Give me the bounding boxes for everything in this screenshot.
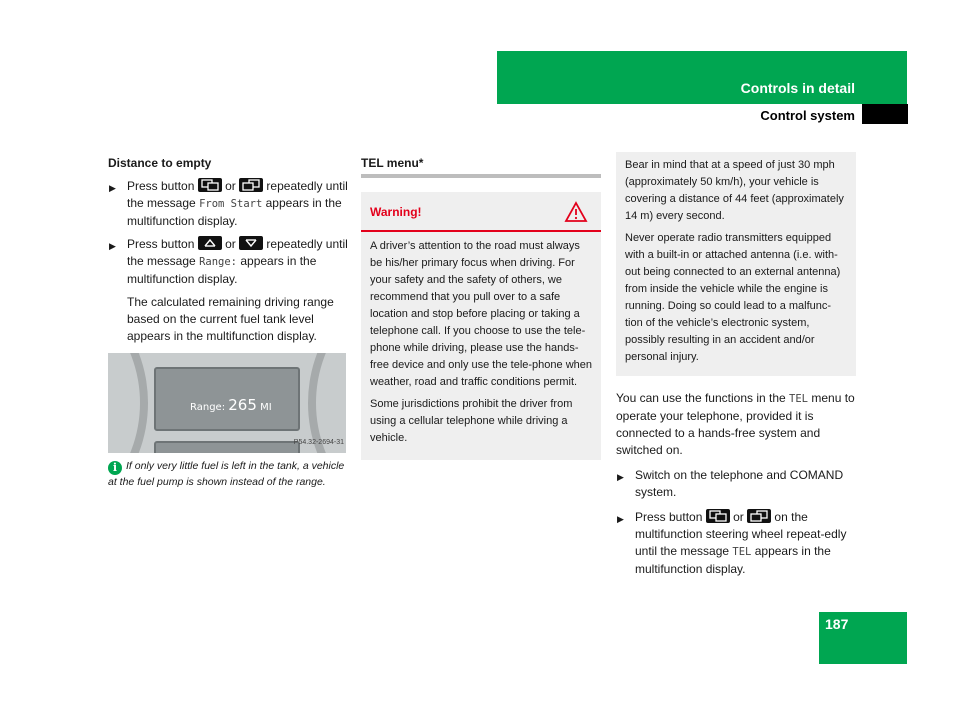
column-distance-to-empty xyxy=(108,155,348,490)
step-text: repeatedly until the message xyxy=(127,237,348,268)
step-text: Press button xyxy=(127,237,195,251)
heading-tel-menu: TEL menu* xyxy=(361,156,424,170)
column-tel-menu xyxy=(361,155,601,460)
step-text: repeatedly until the message xyxy=(127,179,348,210)
step-text: appears in the multifunction display. xyxy=(127,196,342,228)
warning-title: Warning! xyxy=(370,205,422,219)
bullet-triangle-icon: ▶ xyxy=(617,514,624,524)
range-value: 265 xyxy=(228,396,257,414)
step-text: appears in the multifunction display. xyxy=(635,544,831,576)
range-label: Range: xyxy=(190,402,226,413)
range-explanation: The calculated remaining driving range based on the current fuel tank level appears in the multifunction display. xyxy=(127,295,334,343)
step-press-tel xyxy=(616,509,856,578)
tel-intro xyxy=(616,390,856,459)
warning-paragraph: A driver’s attention to the road must always be his/her primary focus when driving. For your safety and the safety of others, we recommend that you pull over to a safe location and stop before placing or taking a telephone call. If you choose to use the tele-phone while driving, please use the hands-free device and only use the tele-phone when weather, road and traffic conditions permit. xyxy=(370,240,592,388)
column-tel-functions xyxy=(616,155,856,586)
bullet-triangle-icon: ▶ xyxy=(617,472,624,482)
page-forward-button-icon xyxy=(706,509,730,523)
page-forward-button-icon xyxy=(198,178,222,192)
section-title: Controls in detail xyxy=(740,80,855,96)
range-readout xyxy=(190,397,272,416)
bullet-triangle-icon: ▶ xyxy=(109,183,116,193)
warning-paragraph: Some jurisdictions prohibit the driver from using a cellular telephone while driving a vehicle. xyxy=(370,398,573,444)
warning-triangle-icon xyxy=(564,201,588,229)
warning-paragraph: Never operate radio transmitters equipped with a built-in or attached antenna (i.e. with-out being connected to an external antenna) from inside the vehicle while the engine is running. Doing so could lead to a malfunc-tion of the vehicle’s electronic system, possibly resulting in an accident and/or personal injury. xyxy=(625,232,841,363)
image-caption: P54.32-2694-31 xyxy=(293,439,344,446)
up-button-icon xyxy=(198,236,222,250)
header-banner xyxy=(497,51,907,104)
gauge-ring-left xyxy=(108,353,148,453)
body-text: menu to operate your telephone, provided it is connected to a hands-free system and switched on. xyxy=(616,391,855,457)
multifunction-display-photo xyxy=(108,353,346,453)
range-unit: MI xyxy=(260,402,272,413)
step-text-or: or xyxy=(733,510,744,524)
display-screen-lower xyxy=(154,441,300,453)
step-text: Press button xyxy=(635,510,703,524)
step-text-or: or xyxy=(225,179,236,193)
info-note xyxy=(108,459,348,490)
section-subtitle: Control system xyxy=(760,108,855,123)
down-button-icon xyxy=(239,236,263,250)
warning-paragraph: Bear in mind that at a speed of just 30 mph (approximately 50 km/h), your vehicle is covering a distance of 44 feet (approximately 14 m) every second. xyxy=(625,159,844,222)
info-note-text: If only very little fuel is left in the tank, a vehicle at the fuel pump is shown instead of the range. xyxy=(108,460,345,488)
page-number: 187 xyxy=(825,616,849,632)
info-icon: i xyxy=(108,461,122,475)
warning-body xyxy=(361,232,601,460)
step-switch-on xyxy=(616,467,856,501)
display-message: From Start xyxy=(199,198,263,210)
warning-box xyxy=(361,192,601,460)
page-back-button-icon xyxy=(747,509,771,523)
heading-distance-to-empty: Distance to empty xyxy=(108,156,212,170)
body-text: You can use the functions in the xyxy=(616,391,786,405)
display-message: TEL xyxy=(732,546,752,558)
step-text: appears in the multifunction display. xyxy=(127,254,317,286)
step-text-or: or xyxy=(225,237,236,251)
warning-header xyxy=(361,192,601,232)
bullet-triangle-icon: ▶ xyxy=(109,241,116,251)
page-back-button-icon xyxy=(239,178,263,192)
step-text: Press button xyxy=(127,179,195,193)
step-from-start xyxy=(108,178,348,230)
heading-rule xyxy=(361,174,601,178)
display-message: Range: xyxy=(199,256,237,268)
step-range xyxy=(108,236,348,288)
header-tab-marker xyxy=(862,104,908,124)
warning-continuation-box xyxy=(616,152,856,376)
display-message: TEL xyxy=(789,393,808,405)
step-text: Switch on the telephone and COMAND system. xyxy=(635,468,844,499)
step-text: on the multifunction steering wheel repeat-edly until the message xyxy=(635,510,847,558)
display-screen xyxy=(154,367,300,431)
